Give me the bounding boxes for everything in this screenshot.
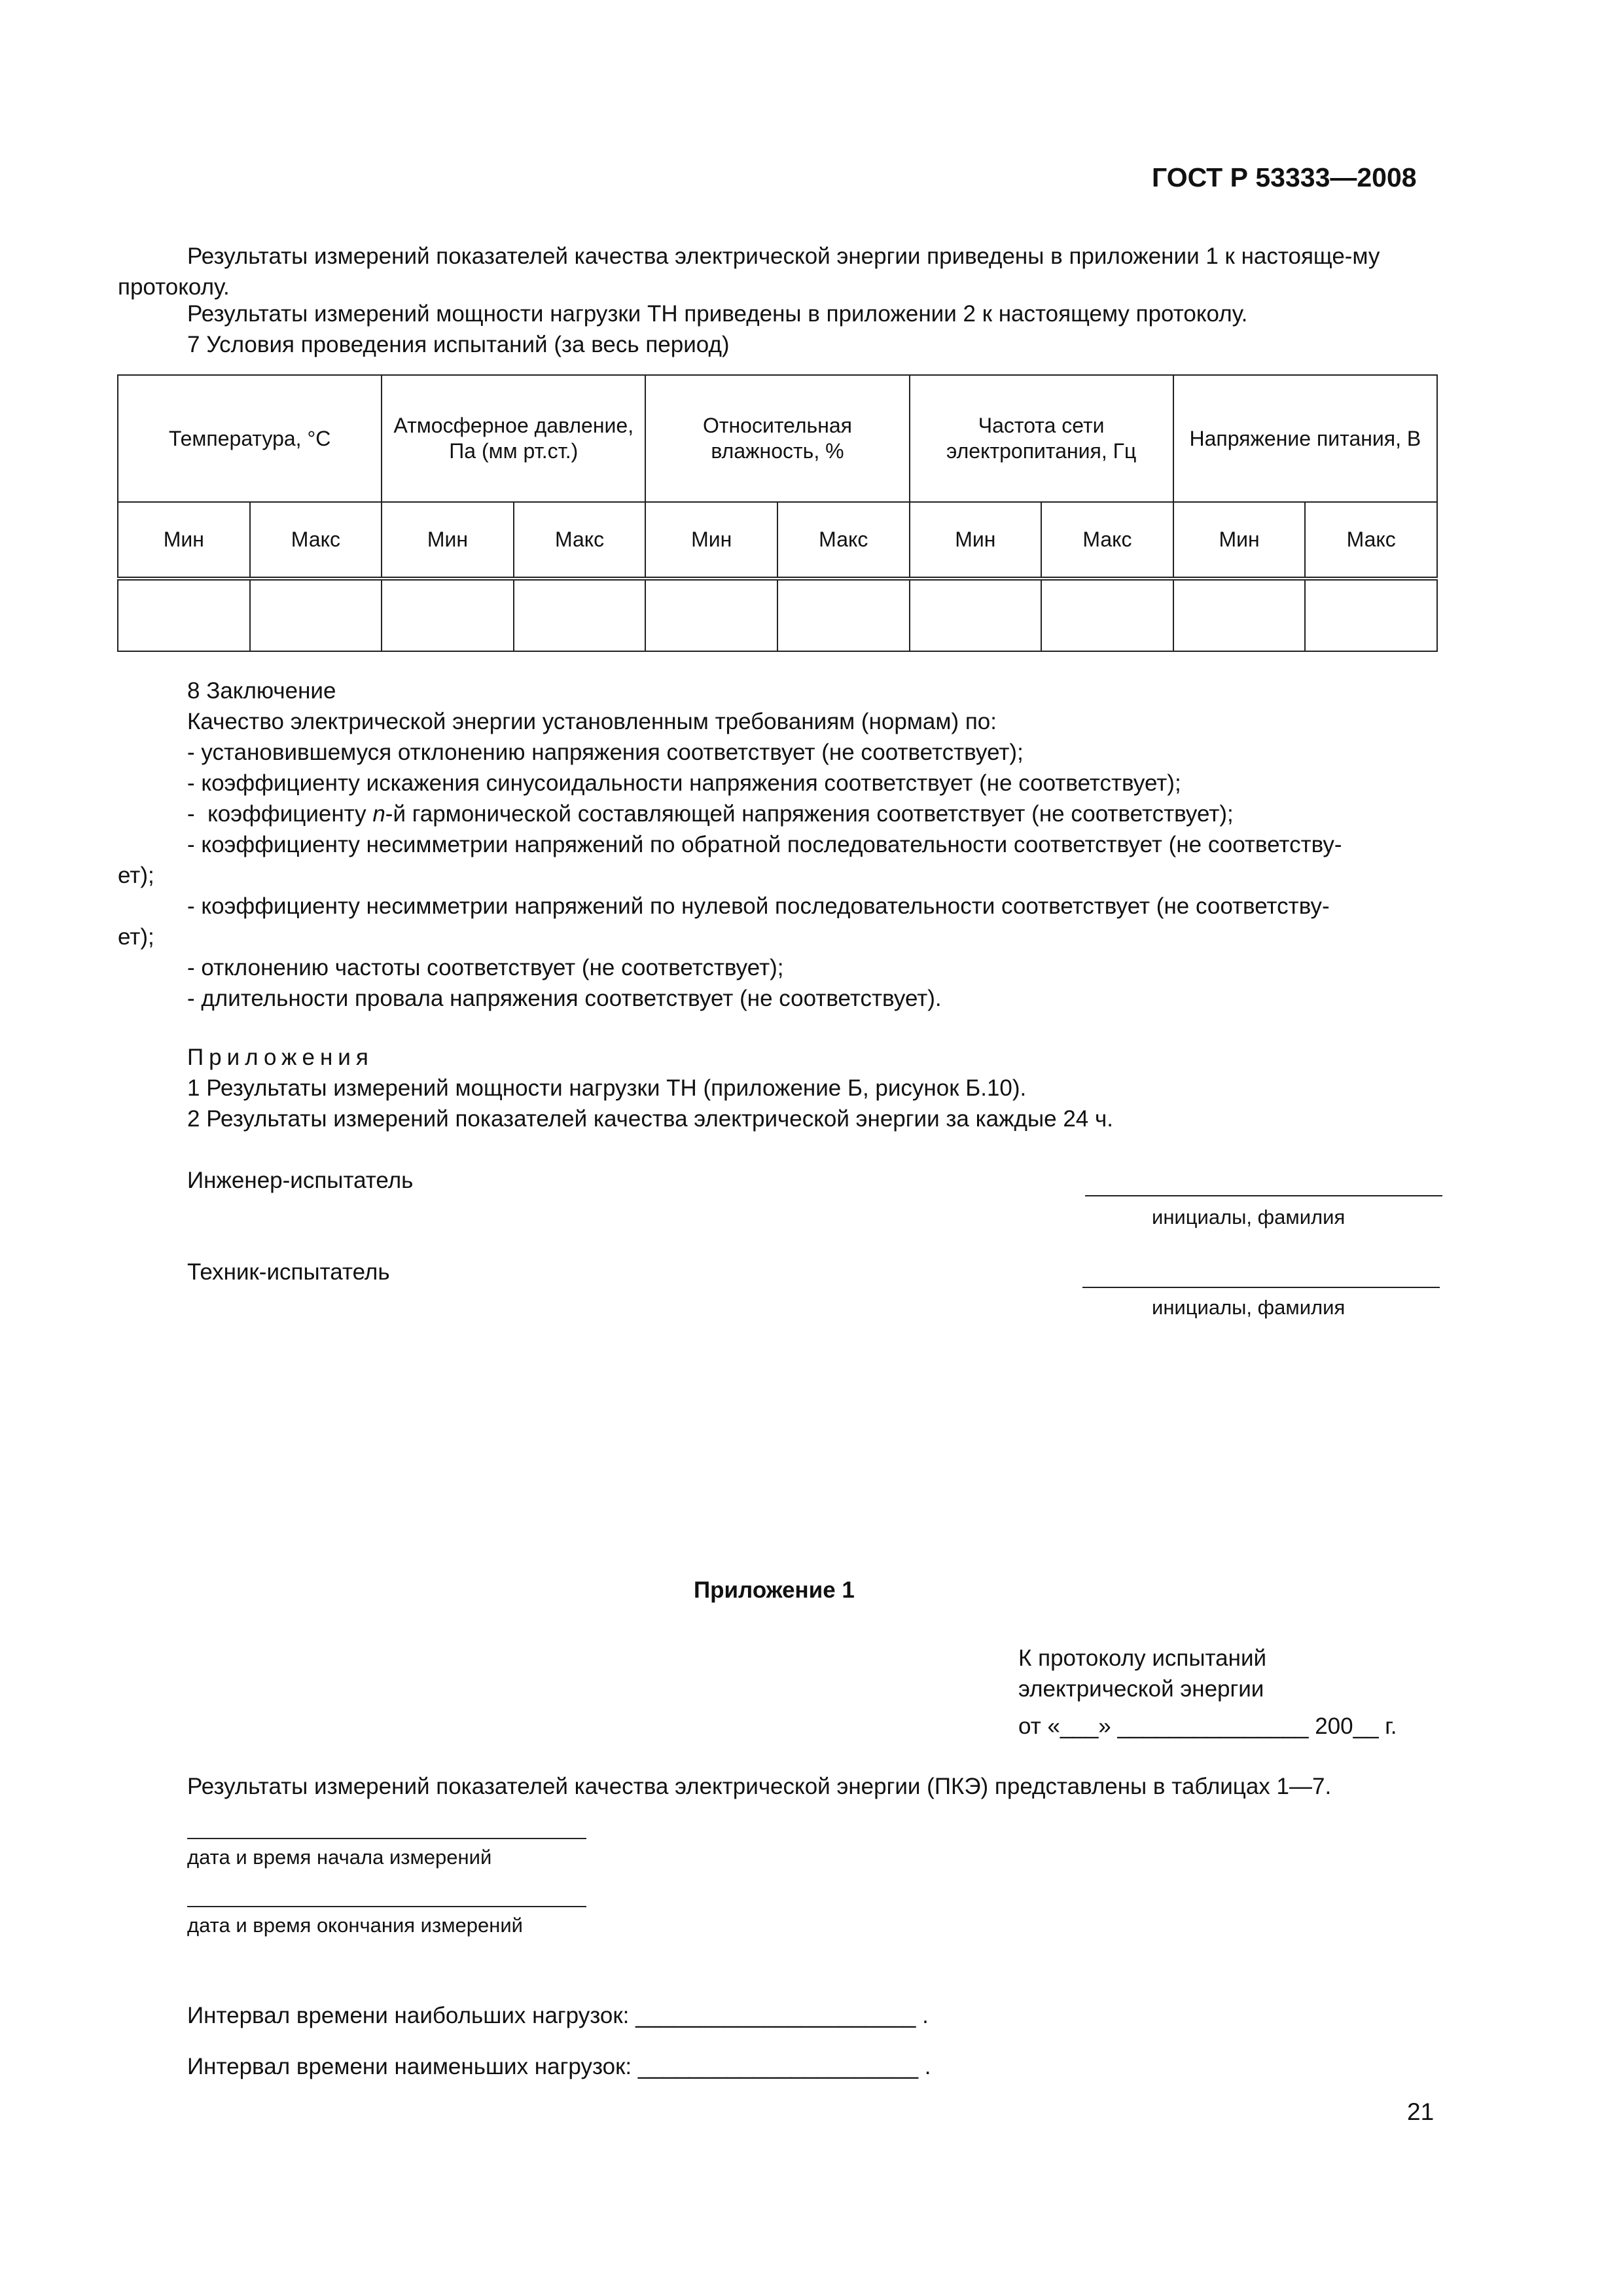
header-voltage: Напряжение питания, В: [1173, 375, 1437, 502]
intro-paragraph-2: Результаты измерений мощности нагрузки ТН приведены в приложении 2 к настоящему протоколу.: [187, 301, 1248, 327]
header-humidity: Относительная влажность, %: [645, 375, 909, 502]
table-header-row: [118, 375, 1437, 502]
results-statement: Результаты измерений показателей качества электрической энергии (ПКЭ) представлены в таблицах 1—7.: [187, 1774, 1332, 1799]
header-temperature: Температура, °С: [118, 375, 382, 502]
page-number: 21: [1407, 2098, 1435, 2125]
conclusion-item: - коэффициенту искажения синусоидальности напряжения соответствует (не соответствует);: [187, 770, 1181, 796]
empty-cell: [645, 579, 777, 651]
min-load-interval: Интервал времени наименьших нагрузок: ______________________ .: [187, 2054, 931, 2079]
n-variable: n: [372, 801, 385, 827]
end-datetime-line: [187, 1906, 586, 1907]
table-subheader-row: [118, 502, 1437, 579]
protocol-ref-line-2: электрической энергии: [1018, 1676, 1264, 1702]
header-frequency: Частота сети электропитания, Гц: [910, 375, 1173, 502]
min-label: Мин: [910, 502, 1042, 579]
empty-cell: [1041, 579, 1173, 651]
document-code: ГОСТ Р 53333—2008: [1152, 162, 1417, 192]
empty-cell: [250, 579, 382, 651]
technician-signature-caption: инициалы, фамилия: [1152, 1296, 1346, 1319]
engineer-signature-caption: инициалы, фамилия: [1152, 1206, 1346, 1229]
max-label: Макс: [514, 502, 646, 579]
engineer-label: Инженер-испытатель: [187, 1168, 414, 1193]
empty-cell: [1173, 579, 1306, 651]
section-8-heading: 8 Заключение: [187, 678, 336, 704]
technician-label: Техник-испытатель: [187, 1259, 390, 1285]
appendices-heading: Приложения: [187, 1045, 374, 1070]
conclusion-item: - установившемуся отклонению напряжения соответствует (не соответствует);: [187, 740, 1024, 765]
empty-cell: [777, 579, 910, 651]
start-datetime-caption: дата и время начала измерений: [187, 1846, 492, 1869]
appendix-item: 2 Результаты измерений показателей качества электрической энергии за каждые 24 ч.: [187, 1106, 1113, 1132]
min-label: Мин: [645, 502, 777, 579]
protocol-ref-line-1: К протоколу испытаний: [1018, 1645, 1267, 1671]
test-conditions-table: [117, 374, 1438, 652]
conclusion-item: [187, 801, 1234, 827]
empty-cell: [1305, 579, 1437, 651]
min-label: Мин: [118, 502, 250, 579]
empty-cell: [118, 579, 250, 651]
engineer-signature-line: [1085, 1195, 1442, 1196]
min-label: Мин: [1173, 502, 1306, 579]
section-7-heading: 7 Условия проведения испытаний (за весь период): [187, 332, 730, 357]
start-datetime-line: [187, 1838, 586, 1839]
empty-cell: [910, 579, 1042, 651]
end-datetime-caption: дата и время окончания измерений: [187, 1914, 523, 1937]
conclusion-item: - отклонению частоты соответствует (не соответствует);: [187, 955, 784, 980]
appendix-item: 1 Результаты измерений мощности нагрузки ТН (приложение Б, рисунок Б.10).: [187, 1075, 1027, 1101]
technician-signature-line: [1082, 1287, 1440, 1288]
conclusion-item: - коэффициенту несимметрии напряжений по обратной последовательности соответствует (не соответству-: [187, 832, 1342, 857]
min-label: Мин: [382, 502, 514, 579]
protocol-ref-date: от «___» _______________ 200__ г.: [1018, 1713, 1397, 1739]
item-text: -й гармонической составляющей напряжения соответствует (не соответствует);: [385, 801, 1234, 827]
max-label: Макс: [1305, 502, 1437, 579]
empty-cell: [382, 579, 514, 651]
appendix-1-title: Приложение 1: [694, 1577, 855, 1603]
table-data-row: [118, 579, 1437, 651]
conclusion-item: - коэффициенту несимметрии напряжений по нулевой последовательности соответствует (не соответству-: [187, 893, 1330, 919]
conclusion-lead: Качество электрической энергии установленным требованиям (нормам) по:: [187, 709, 997, 734]
item-text: - коэффициенту: [187, 801, 373, 827]
empty-cell: [514, 579, 646, 651]
conclusion-item-continuation: ет);: [118, 863, 154, 888]
header-pressure: Атмосферное давление, Па (мм рт.ст.): [382, 375, 645, 502]
intro-paragraph-1: Результаты измерений показателей качества электрической энергии приведены в приложении 1 к настояще-му протоколу.: [118, 243, 1380, 300]
max-label: Макс: [777, 502, 910, 579]
max-load-interval: Интервал времени наибольших нагрузок: ______________________ .: [187, 2003, 929, 2028]
max-label: Макс: [250, 502, 382, 579]
conclusion-item-continuation: ет);: [118, 924, 154, 950]
conclusion-item: - длительности провала напряжения соответствует (не соответствует).: [187, 986, 942, 1011]
max-label: Макс: [1041, 502, 1173, 579]
